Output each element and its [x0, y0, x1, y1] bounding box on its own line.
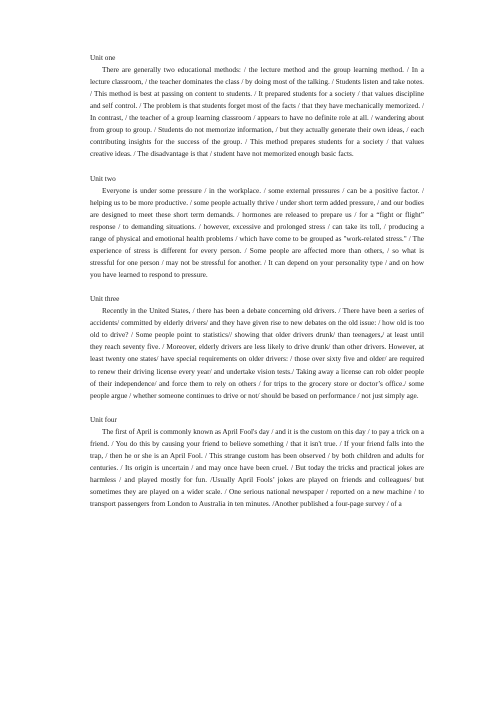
document-page	[90, 52, 424, 510]
unit-paragraph: The first of April is commonly known as April Fool's day / and it is the custom on this day / to pay a trick on a friend. / You do this by causing your friend to believe something / that it isn't true. / If your friend falls into the trap, / then he or she is an April Fool. / This strange custom has been observed / by both children and adults for centuries. / Its origin is uncertain / and may once have been cruel. / But today the tricks and practical jokes are harmless / and played mostly for fun. /Usually April Fools’ jokes are played on friends and colleagues/ but sometimes they are played on a wider scale. / One serious national newspaper / reported on a new machine / to transport passengers from London to Australia in ten minutes. /Another published a four-page survey / of a	[90, 426, 424, 509]
unit-four-section	[90, 414, 424, 510]
unit-three-section	[90, 293, 424, 402]
unit-two-section	[90, 173, 424, 282]
unit-heading: Unit three	[90, 294, 120, 304]
unit-paragraph: Recently in the United States, / there has been a debate concerning old drivers. / There have been a series of accidents/ committed by elderly drivers/ and they have given rise to new debates on the old issue: / how old is too old to drive? / Some people point to statistics// showing that older drivers drunk/ than teenagers,/ at least until they reach seventy five. / Moreover, elderly drivers are less likely to drive drunk/ than other drivers. However, at least twenty one states/ have special requirements on older drivers: / those over sixty five and older/ are required to renew their driving license every year/ and undertake vision tests./ Taking away a license can rob older people of their independence/ and force them to rely on others / for trips to the grocery store or doctor’s office./ some people argue / whether someone continues to drive or not/ should be based on performance / not just simply age.	[90, 306, 424, 400]
section-spacer	[90, 402, 424, 414]
section-spacer	[90, 161, 424, 173]
unit-heading: Unit four	[90, 414, 117, 424]
unit-paragraph: There are generally two educational methods: / the lecture method and the group learning method. / In a lecture classroom, / the teacher dominates the class / by doing most of the talking. / Students listen and take notes. / This method is best at passing on content to students. / It prepared students for a society / that values discipline and self control. / The problem is that students forget most of the facts / that they have mechanically memorized. / In contrast, / the teacher of a group learning classroom / appears to have no definite role at all. / wandering about from group to group. / Students do not memorize information, / but they actually generate their own ideas, / each contributing insights for the success of the group. / This method prepares students for a society / that values creative ideas. / The disadvantage is that / student have not memorized enough basic facts.	[90, 65, 424, 159]
unit-one-section	[90, 52, 424, 161]
unit-paragraph: Everyone is under some pressure / in the workplace. / some external pressures / can be a positive factor. / helping us to be more productive. / some people actually thrive / under short term added pressure, / and our bodies are designed to meet these short term demands. / hormones are released to prepare us / for a “fight or flight” response / to demanding situations. / however, excessive and prolonged stress / can take its toll, / producing a range of physical and emotional health problems / which have come to be grouped as "work-related stress." / The experience of stress is different for every person. / Some people are affected more than others, / so what is stressful for one person / may not be stressful for another. / It can depend on your personality type / and on how you have learned to respond to pressure.	[90, 185, 424, 280]
section-spacer	[90, 281, 424, 293]
unit-heading: Unit one	[90, 53, 116, 62]
unit-heading: Unit two	[90, 173, 116, 183]
